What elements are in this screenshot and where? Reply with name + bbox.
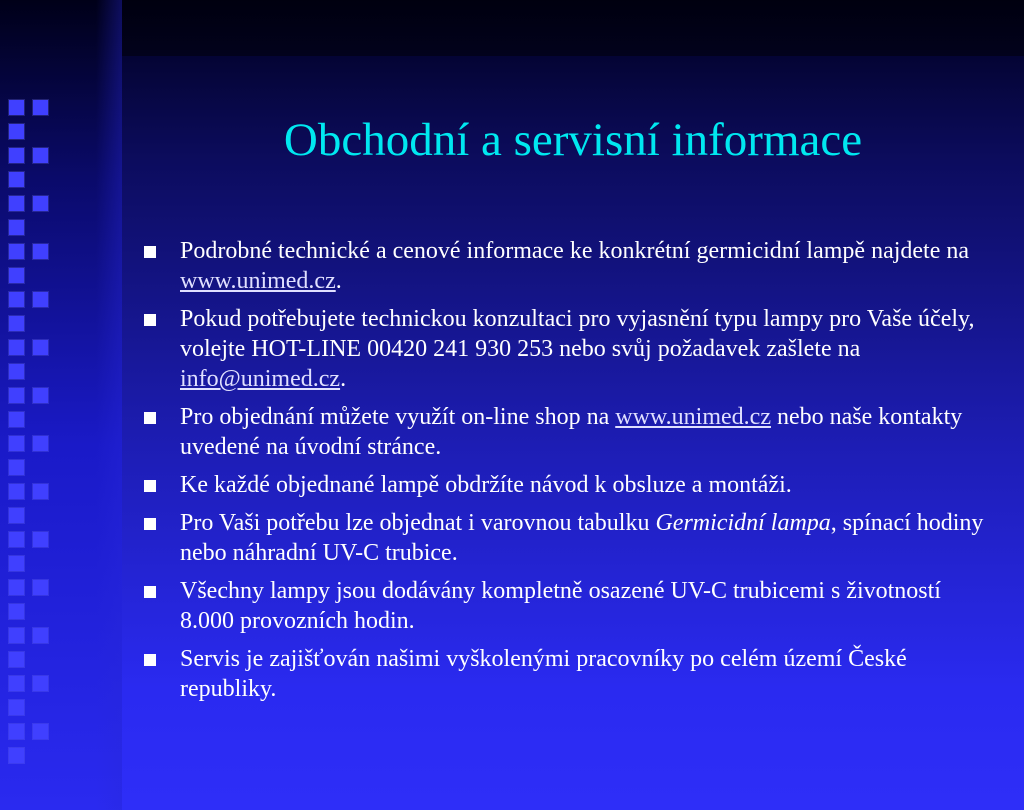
- eshop-link[interactable]: www.unimed.cz: [615, 404, 771, 430]
- bullet-square-icon: [144, 518, 156, 530]
- bullet-square-icon: [144, 412, 156, 424]
- decorative-squares: [9, 100, 109, 790]
- bullet-text: Pro Vaši potřebu lze objednat i varovnou tabulku: [180, 510, 656, 536]
- header-band: [122, 0, 1024, 56]
- bullet-text: Pokud potřebujete technickou konzultaci pro vyjasnění typu lampy pro Vaše účely, volejte HOT-LINE 00420 241 930 253 nebo svůj požadavek zašlete na: [180, 306, 975, 362]
- email-link[interactable]: info@unimed.cz: [180, 366, 341, 392]
- bullet-text: Podrobné technické a cenové informace ke konkrétní germicidní lampě najdete na: [180, 238, 970, 264]
- bullet-list: [140, 236, 1000, 712]
- bullet-text: Pro objednání můžete využít on-line shop na: [180, 404, 616, 430]
- bullet-text-end: .: [335, 268, 342, 294]
- bullet-square-icon: [144, 246, 156, 258]
- bullet-item: [140, 644, 1000, 704]
- bullet-square-icon: [144, 314, 156, 326]
- bullet-emphasis: Germicidní lampa: [655, 510, 831, 536]
- bullet-item: [140, 508, 1000, 568]
- bullet-square-icon: [144, 654, 156, 666]
- bullet-text: Všechny lampy jsou dodávány kompletně osazené UV-C trubicemi s životností 8.000 provozních hodin.: [180, 578, 941, 634]
- bullet-item: [140, 236, 1000, 296]
- bullet-text-end: nebo naše kontakty uvedené na úvodní stránce.: [180, 404, 963, 460]
- bullet-item: [140, 576, 1000, 636]
- website-link[interactable]: www.unimed.cz: [180, 268, 336, 294]
- bullet-text-end: .: [340, 366, 347, 392]
- bullet-text: Ke každé objednané lampě obdržíte návod k obsluze a montáži.: [180, 472, 792, 498]
- bullet-square-icon: [144, 480, 156, 492]
- bullet-square-icon: [144, 586, 156, 598]
- bullet-text-end: , spínací hodiny nebo náhradní UV-C trubice.: [180, 510, 984, 566]
- bullet-item: [140, 304, 1000, 394]
- decorative-side-panel: [0, 0, 122, 810]
- bullet-item: [140, 470, 1000, 500]
- slide-title: Obchodní a servisní informace: [283, 114, 863, 166]
- bullet-text: Servis je zajišťován našimi vyškolenými pracovníky po celém území České republiky.: [180, 646, 907, 702]
- bullet-item: [140, 402, 1000, 462]
